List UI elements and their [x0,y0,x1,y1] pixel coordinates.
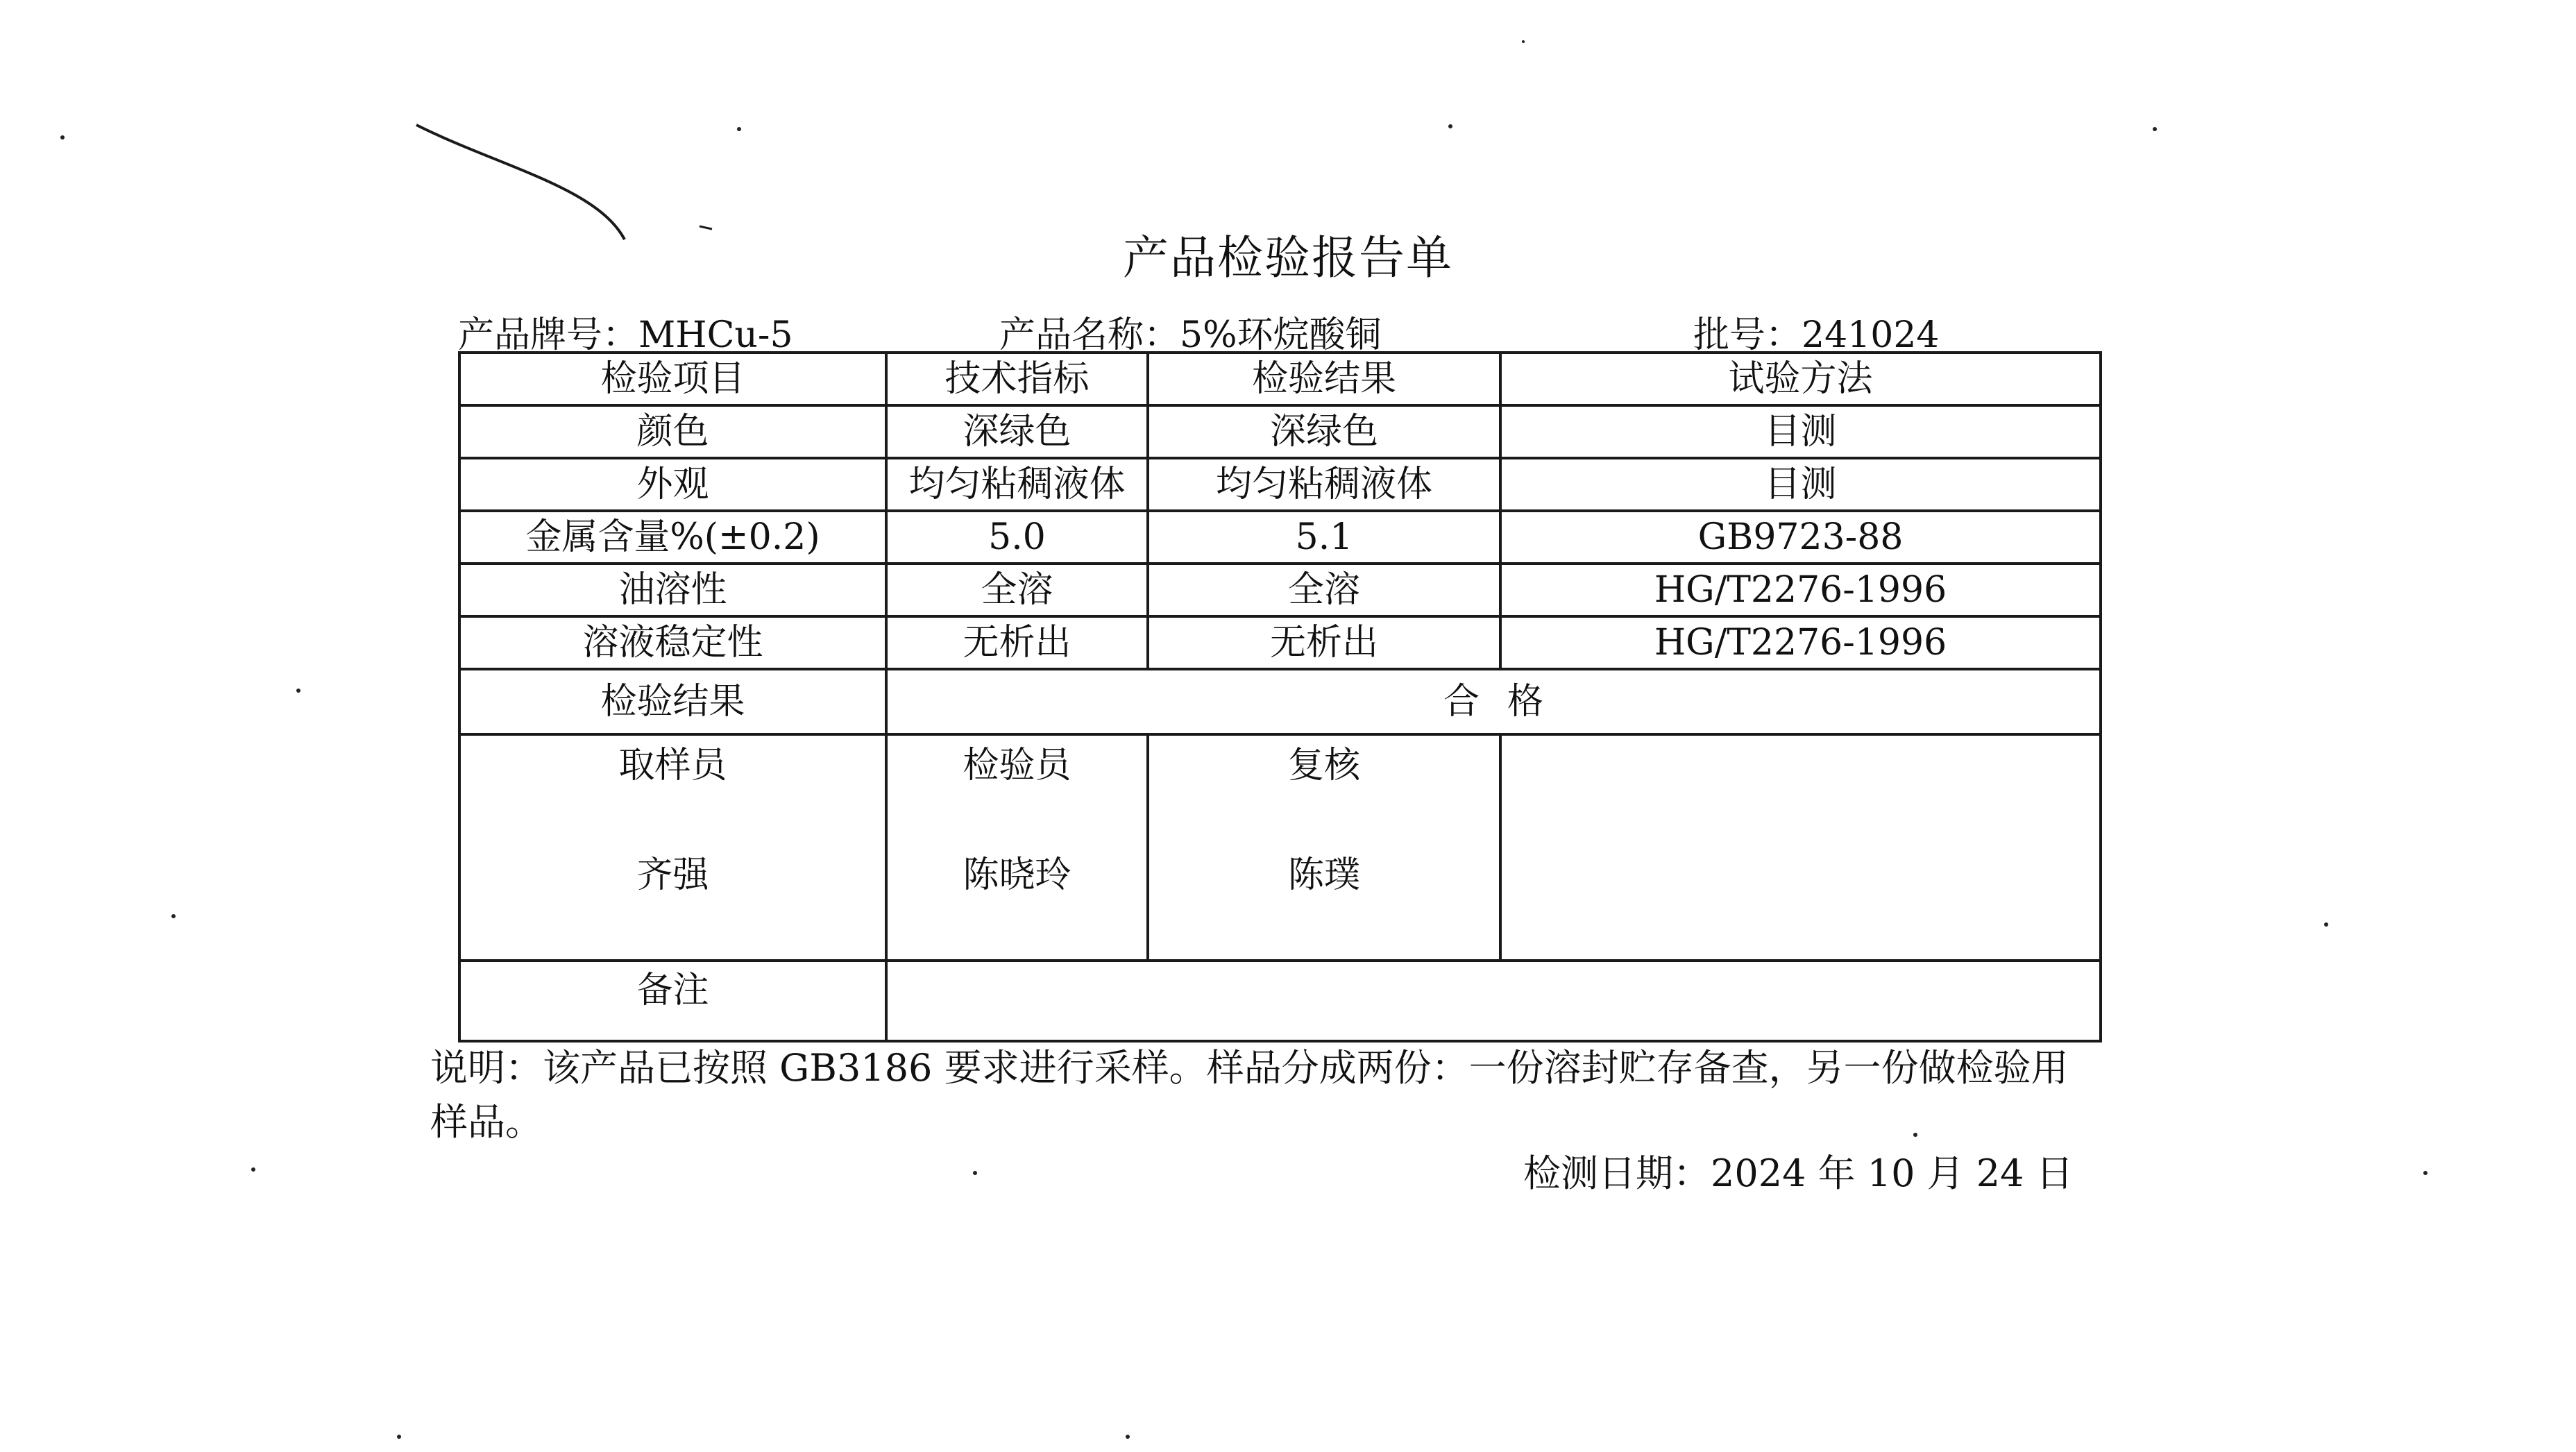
batch-label: 批号： [1693,314,1802,356]
header-cell: 检验项目 [459,353,886,405]
explanation-note: 说明：该产品已按照 GB3186 要求进行采样。样品分成两份：一份溶封贮存备查，另一份做检验用样品。 [430,1046,2069,1144]
header-cell: 技术指标 [886,353,1148,405]
inspection-date: 检测日期：2024 年 10 月 24 日 [1523,1151,2074,1195]
signature-role: 检验员 [963,745,1071,786]
table-row [459,458,2101,511]
item-cell: 溶液稳定性 [459,616,886,669]
header-cell: 检验结果 [1148,353,1500,405]
remark-value [886,961,2101,1041]
spec-cell: 5.0 [886,511,1148,564]
method-cell: GB9723-88 [1500,511,2101,564]
method-cell: HG/T2276-1996 [1500,616,2101,669]
table-row [459,405,2101,458]
conclusion-label: 检验结果 [459,669,886,734]
method-cell: 目测 [1500,405,2101,458]
product-name-field [999,305,1382,357]
report-title: 产品检验报告单 [1123,231,1453,285]
signature-name: 陈晓玲 [963,854,1071,897]
pass-verdict: 合格 [1443,680,1571,723]
signature-cell-blank [1500,734,2101,961]
result-cell: 5.1 [1148,511,1500,564]
result-cell: 深绿色 [1148,405,1500,458]
signature-row [459,734,2101,961]
batch-value: 241024 [1802,314,1940,356]
signature-name: 齐强 [636,854,709,897]
brand-field [458,305,793,357]
inspection-table [458,351,2102,1042]
remark-row [459,961,2101,1041]
spec-cell: 深绿色 [886,405,1148,458]
brand-label: 产品牌号： [458,314,639,356]
table-row [459,511,2101,564]
signature-cell-inspector [886,734,1148,961]
header-cell: 试验方法 [1500,353,2101,405]
conclusion-row [459,669,2101,734]
signature-cell-sampler [459,734,886,961]
item-cell: 颜色 [459,405,886,458]
signature-role: 复核 [1287,745,1360,786]
spec-cell: 均匀粘稠液体 [886,458,1148,511]
result-cell: 全溶 [1148,564,1500,616]
method-cell: 目测 [1500,458,2101,511]
signature-name: 陈璞 [1287,854,1360,897]
table-row [459,616,2101,669]
spec-cell: 全溶 [886,564,1148,616]
spec-cell: 无析出 [886,616,1148,669]
signature-cell-reviewer [1148,734,1500,961]
item-cell: 外观 [459,458,886,511]
remark-label: 备注 [459,961,886,1041]
method-cell: HG/T2276-1996 [1500,564,2101,616]
result-cell: 均匀粘稠液体 [1148,458,1500,511]
brand-value: MHCu-5 [638,314,793,356]
table-row [459,564,2101,616]
signature-role: 取样员 [618,745,727,786]
result-cell: 无析出 [1148,616,1500,669]
product-name-label: 产品名称： [999,314,1180,356]
batch-field [1693,305,1940,357]
product-name-value: 5%环烷酸铜 [1180,314,1382,356]
table-header-row [459,353,2101,405]
item-cell: 金属含量%(±0.2) [459,511,886,564]
conclusion-value [886,669,2101,734]
item-cell: 油溶性 [459,564,886,616]
